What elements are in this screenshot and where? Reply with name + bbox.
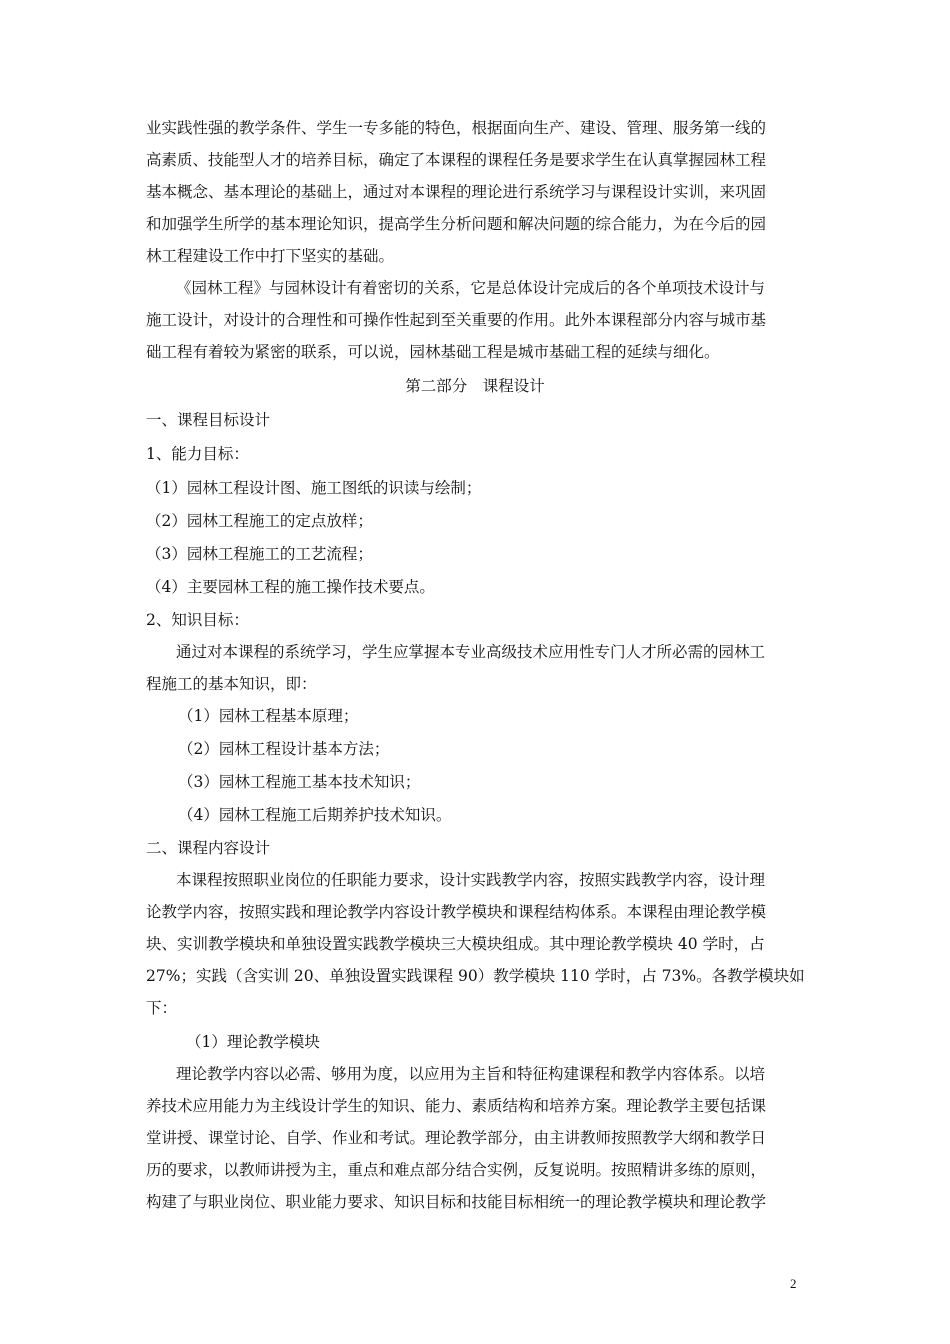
heading-knowledge-goals: 2、知识目标： <box>146 611 249 629</box>
ability-item-1: （1）园林工程设计图、施工图纸的识读与绘制； <box>146 479 482 497</box>
section-heading: 第二部分 课程设计 <box>405 377 545 395</box>
content-para-line5: 下： <box>146 999 178 1017</box>
ability-item-4: （4）主要园林工程的施工操作技术要点。 <box>146 578 435 596</box>
knowledge-item-4: （4）园林工程施工后期养护技术知识。 <box>178 806 452 824</box>
theory-para-line4: 历的要求，以教师讲授为主，重点和难点部分结合实例，反复说明。按照精讲多练的原则， <box>146 1161 767 1179</box>
content-para-line4: 27%；实践（含实训 20、单独设置实践课程 90）教学模块 110 学时，占 73%。各教学模块如 <box>146 967 805 985</box>
content-para-line1: 本课程按照职业岗位的任职能力要求，设计实践教学内容，按照实践教学内容，设计理 <box>176 871 766 889</box>
ability-item-2: （2）园林工程施工的定点放样； <box>146 512 373 530</box>
para2-line2: 施工设计，对设计的合理性和可操作性起到至关重要的作用。此外本课程部分内容与城市基 <box>146 311 767 329</box>
knowledge-para-line1: 通过对本课程的系统学习，学生应掌握本专业高级技术应用性专门人才所必需的园林工 <box>176 643 766 661</box>
page-number: 2 <box>790 1276 797 1291</box>
ability-item-3: （3）园林工程施工的工艺流程； <box>146 545 373 563</box>
theory-para-line1: 理论教学内容以必需、够用为度，以应用为主旨和特征构建课程和教学内容体系。以培 <box>176 1065 766 1083</box>
para1-line3: 基本概念、基本理论的基础上，通过对本课程的理论进行系统学习与课程设计实训，来巩固 <box>146 183 767 201</box>
knowledge-para-line2: 程施工的基本知识，即： <box>146 675 317 693</box>
para1-line4: 和加强学生所学的基本理论知识，提高学生分析问题和解决问题的综合能力，为在今后的园 <box>146 215 767 233</box>
heading-course-content: 二、课程内容设计 <box>146 839 271 857</box>
knowledge-item-2: （2）园林工程设计基本方法； <box>178 740 390 758</box>
heading-theory-module: （1）理论教学模块 <box>186 1033 320 1051</box>
para1-line1: 业实践性强的教学条件、学生一专多能的特色，根据面向生产、建设、管理、服务第一线的 <box>146 119 767 137</box>
theory-para-line2: 养技术应用能力为主线设计学生的知识、能力、素质结构和培养方案。理论教学主要包括课 <box>146 1097 767 1115</box>
para2-line3: 础工程有着较为紧密的联系，可以说，园林基础工程是城市基础工程的延续与细化。 <box>146 343 720 361</box>
knowledge-item-3: （3）园林工程施工基本技术知识； <box>178 773 421 791</box>
heading-ability-goals: 1、能力目标： <box>146 445 249 463</box>
theory-para-line5: 构建了与职业岗位、职业能力要求、知识目标和技能目标相统一的理论教学模块和理论教学 <box>146 1193 767 1211</box>
para2-line1: 《园林工程》与园林设计有着密切的关系，它是总体设计完成后的各个单项技术设计与 <box>176 279 766 297</box>
content-para-line2: 论教学内容，按照实践和理论教学内容设计教学模块和课程结构体系。本课程由理论教学模 <box>146 903 767 921</box>
para1-line5: 林工程建设工作中打下坚实的基础。 <box>146 247 395 265</box>
theory-para-line3: 堂讲授、课堂讨论、自学、作业和考试。理论教学部分，由主讲教师按照教学大纲和教学日 <box>146 1129 767 1147</box>
content-para-line3: 块、实训教学模块和单独设置实践教学模块三大模块组成。其中理论教学模块 40 学时，占 <box>146 935 765 953</box>
knowledge-item-1: （1）园林工程基本原理； <box>178 707 359 725</box>
heading-course-goals: 一、课程目标设计 <box>146 411 271 429</box>
para1-line2: 高素质、技能型人才的培养目标，确定了本课程的课程任务是要求学生在认真掌握园林工程 <box>146 151 767 169</box>
